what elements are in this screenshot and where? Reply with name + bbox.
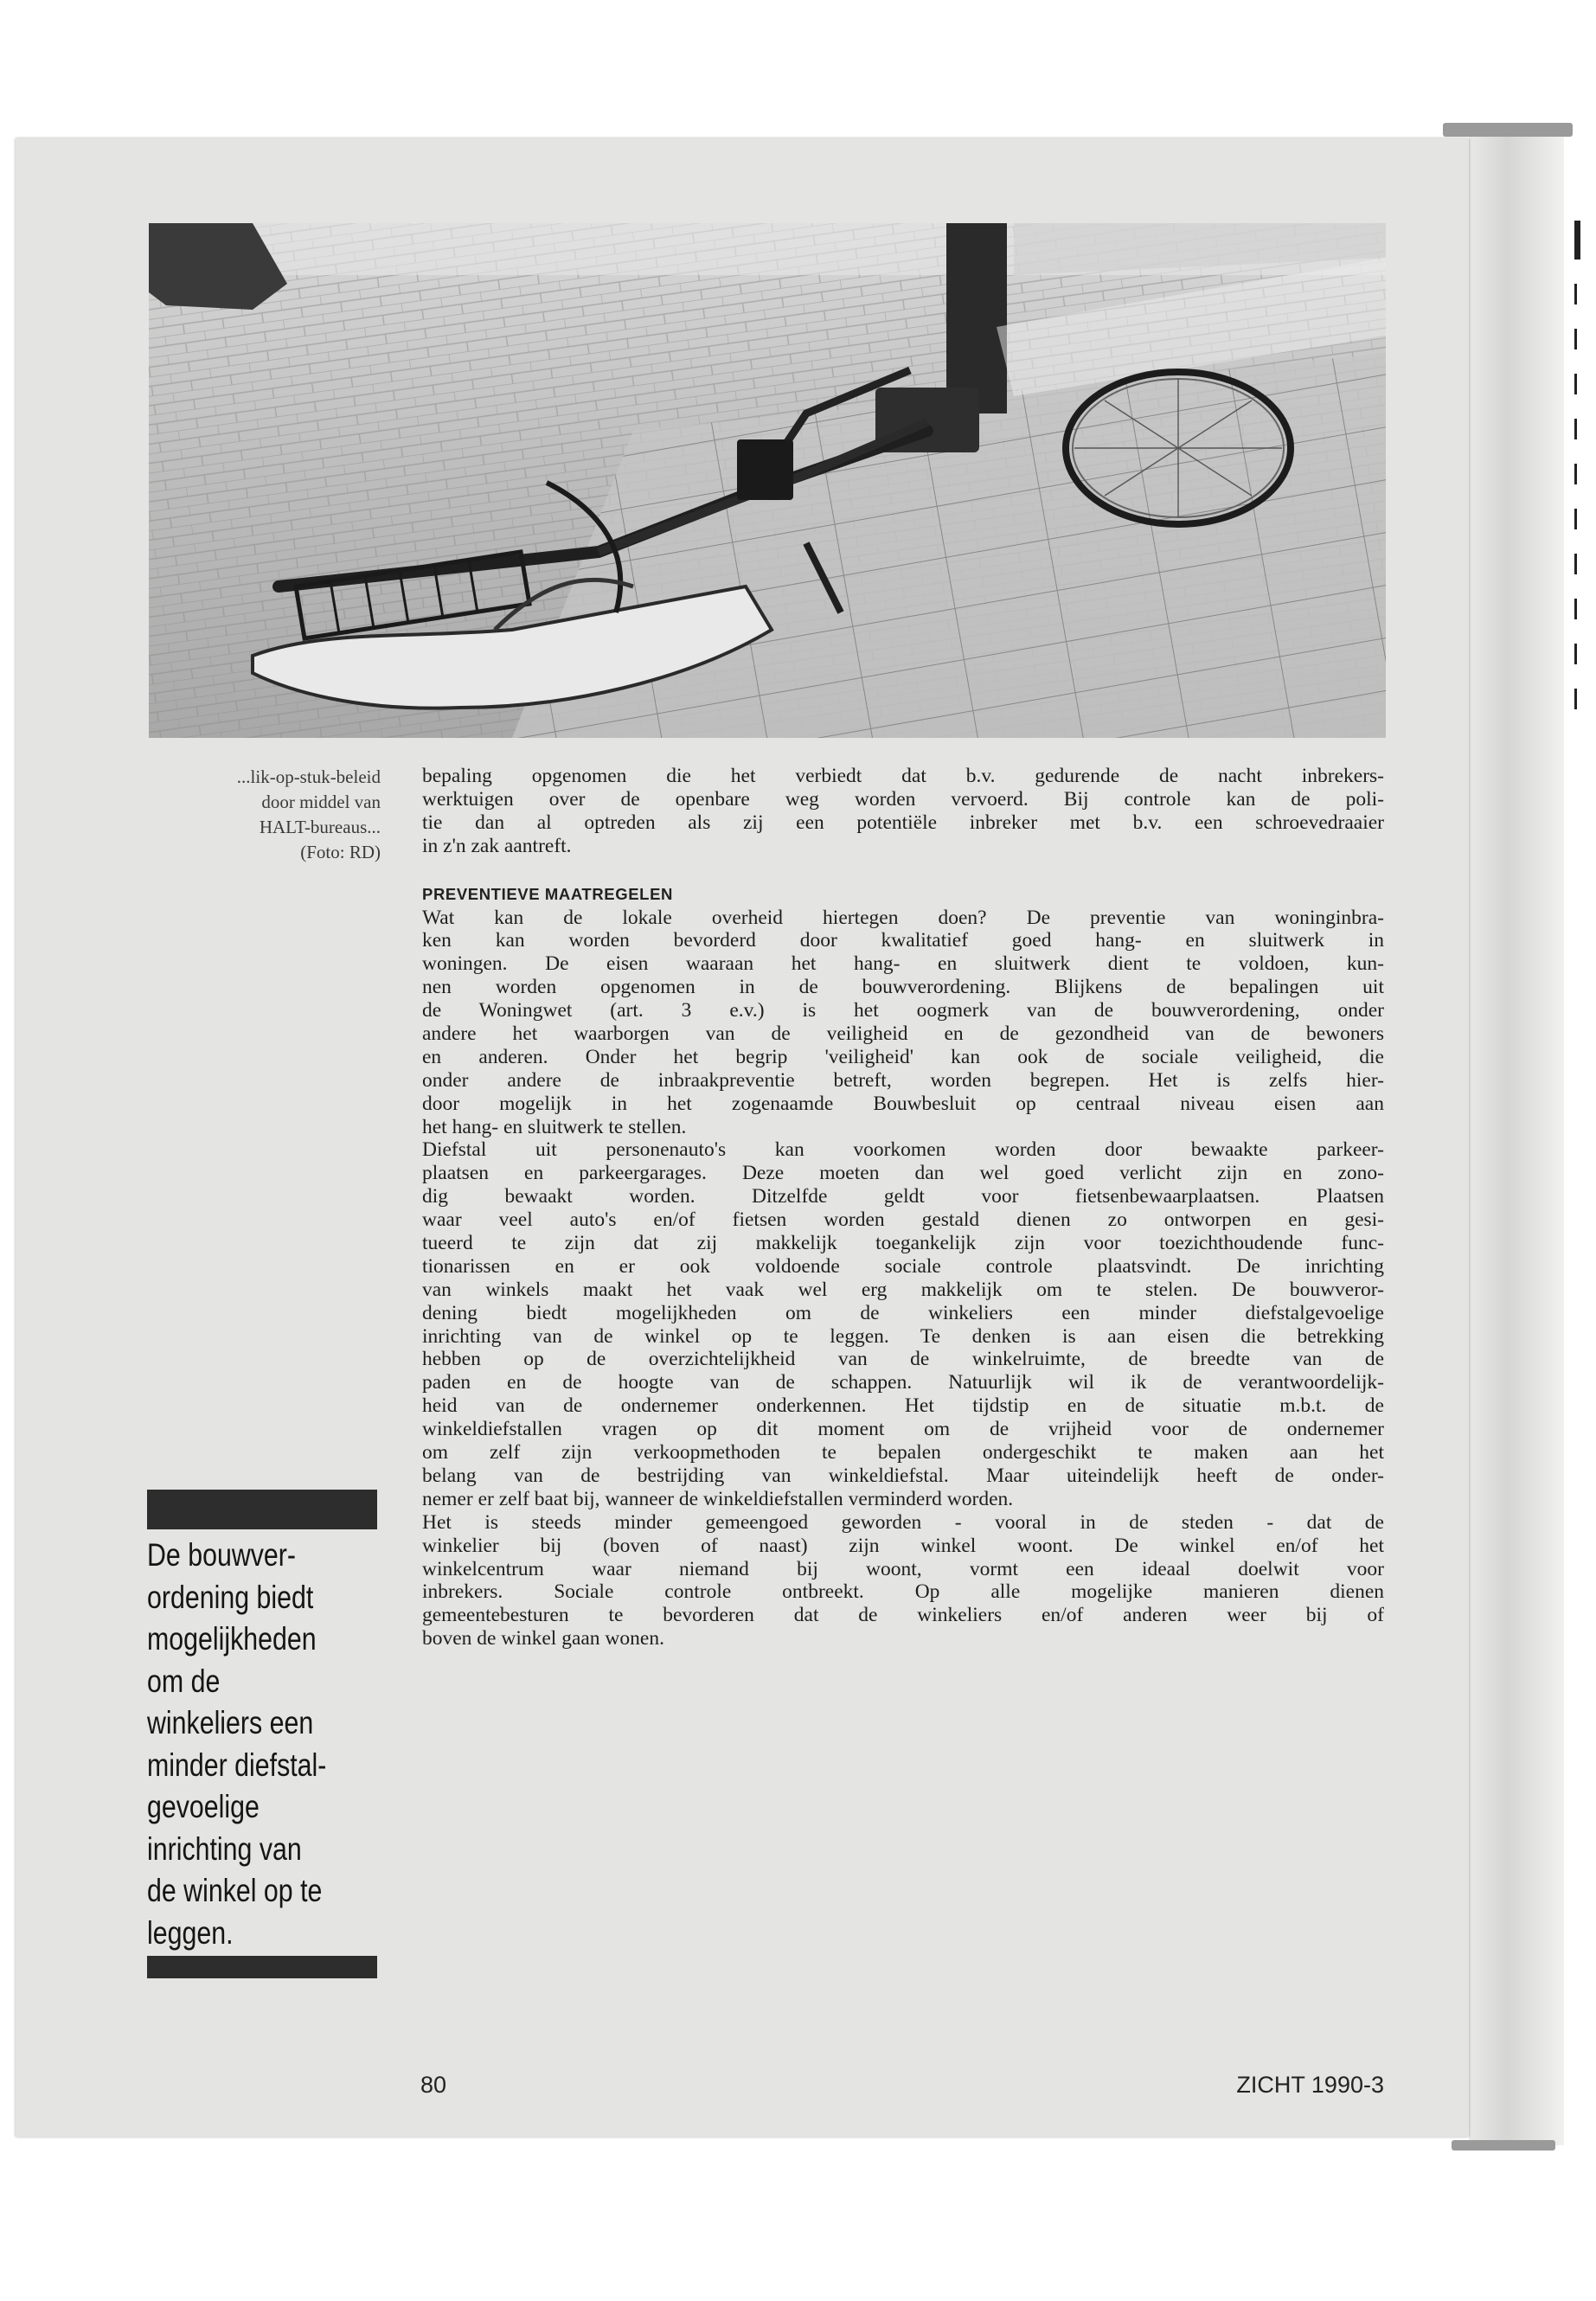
intro-paragraph xyxy=(422,765,1384,858)
pull-quote-line: gevoelige xyxy=(147,1789,260,1824)
pull-quote-line: mogelijkheden xyxy=(147,1621,317,1657)
text-line: winkeldiefstallen vragen op dit moment om de vrijheid voor de ondernemer xyxy=(422,1418,1384,1441)
bicycle-photo xyxy=(149,223,1386,738)
text-line: paden en de hoogte van de schappen. Natuurlijk wil ik de verantwoordelijk- xyxy=(422,1371,1384,1394)
gutter-cap-top xyxy=(1443,123,1573,137)
text-line: de Woningwet (art. 3 e.v.) is het oogmerk van de bouwverordening, onder xyxy=(422,999,1384,1022)
text-line: waar veel auto's en/of fietsen worden gestald dienen zo ontworpen en gesi- xyxy=(422,1208,1384,1232)
text-line: om zelf zijn verkoopmethoden te bepalen ondergeschikt te maken aan het xyxy=(422,1441,1384,1465)
pull-quote-line: om de xyxy=(147,1663,221,1699)
text-line: nemer er zelf baat bij, wanneer de winkeldiefstallen verminderd worden. xyxy=(422,1487,1014,1510)
text-line: winkelcentrum waar niemand bij woont, vormt een ideaal doelwit voor xyxy=(422,1557,1384,1580)
text-line: woningen. De eisen waaraan het hang- en sluitwerk dient te voldoen, kun- xyxy=(422,952,1384,976)
text-line: plaatsen en parkeergarages. Deze moeten dan wel goed verlicht zijn en zono- xyxy=(422,1162,1384,1185)
text-line: het hang- en sluitwerk te stellen. xyxy=(422,1115,687,1138)
pull-quote-text xyxy=(147,1529,381,1954)
paragraph-1 xyxy=(422,907,1384,1139)
text-line: en anderen. Onder het begrip 'veiligheid' kan ook de sociale veiligheid, die xyxy=(422,1045,1384,1068)
text-line: tueerd te zijn dat zij makkelijk toegankelijk zijn voor toezichthoudende func- xyxy=(422,1232,1384,1255)
article-body xyxy=(422,765,1384,1650)
pull-quote-line: winkeliers een xyxy=(147,1705,314,1740)
pull-quote-line: leggen. xyxy=(147,1914,234,1951)
text-line: nen worden opgenomen in de bouwverordening. Blijkens de bepalingen uit xyxy=(422,976,1384,999)
section-heading: PREVENTIEVE MAATREGELEN xyxy=(422,884,673,903)
book-gutter xyxy=(1469,130,1564,2145)
pull-quote-line: minder diefstal- xyxy=(147,1747,327,1783)
text-line: Diefstal uit personenauto's kan voorkomen worden door bewaakte parkeer- xyxy=(422,1138,1384,1162)
paragraph-2 xyxy=(422,1138,1384,1510)
facing-page-edge xyxy=(1573,221,1583,774)
text-line: inrichting van de winkel op te leggen. Te denken is aan eisen die betrekking xyxy=(422,1324,1384,1348)
text-line: inbrekers. Sociale controle ontbreekt. Op alle mogelijke manieren dienen xyxy=(422,1580,1384,1604)
pull-quote xyxy=(147,1490,377,1978)
text-line: heid van de ondernemer onderkennen. Het tijdstip en de situatie m.b.t. de xyxy=(422,1394,1384,1418)
pull-quote-line: ordening biedt xyxy=(147,1579,314,1615)
text-line: onder andere de inbraakpreventie betreft, worden begrepen. Het is zelfs hier- xyxy=(422,1068,1384,1092)
paragraph-3 xyxy=(422,1511,1384,1650)
pull-quote-line: De bouwver- xyxy=(147,1537,297,1573)
gutter-cap-bottom xyxy=(1452,2140,1555,2150)
text-line: tie dan al optreden als zij een potentiële inbreker met b.v. een schroevedraaier xyxy=(422,811,1384,834)
text-line: dig bewaakt worden. Ditzelfde geldt voor fietsenbewaarplaatsen. Plaatsen xyxy=(422,1185,1384,1208)
pull-quote-bar-top xyxy=(147,1490,377,1529)
text-line: bepaling opgenomen die het verbiedt dat b.v. gedurende de nacht inbrekers- xyxy=(422,765,1384,787)
text-line: Het is steeds minder gemeengoed geworden - vooral in de steden - dat de xyxy=(422,1510,1384,1534)
magazine-issue: ZICHT 1990-3 xyxy=(1236,2072,1384,2098)
caption-line: door middel van xyxy=(261,792,381,812)
caption-line: ...lik-op-stuk-beleid xyxy=(236,766,381,787)
pull-quote-line: inrichting van xyxy=(147,1830,302,1867)
caption-line: HALT-bureaus... xyxy=(259,817,381,837)
page-number: 80 xyxy=(420,2072,447,2098)
text-line: tionarissen en er ook voldoende sociale controle plaatsvindt. De inrichting xyxy=(422,1254,1384,1278)
text-line: boven de winkel gaan wonen. xyxy=(422,1627,664,1650)
pull-quote-bar-bottom xyxy=(147,1956,377,1978)
pull-quote-line: de winkel op te xyxy=(147,1873,323,1908)
text-line: hebben op de overzichtelijkheid van de winkelruimte, de breedte van de xyxy=(422,1348,1384,1371)
text-line: dening biedt mogelijkheden om de winkeliers een minder diefstalgevoelige xyxy=(422,1301,1384,1324)
text-line: gemeentebesturen te bevorderen dat de winkeliers en/of anderen weer bij of xyxy=(422,1604,1384,1627)
text-line: van winkels maakt het vaak wel erg makkelijk om te stelen. De bouwveror- xyxy=(422,1278,1384,1301)
caption-line: (Foto: RD) xyxy=(300,842,381,862)
text-line: belang van de bestrijding van winkeldiefstal. Maar uiteindelijk heeft de onder- xyxy=(422,1464,1384,1487)
text-line: in z'n zak aantreft. xyxy=(422,834,572,857)
text-line: werktuigen over de openbare weg worden vervoerd. Bij controle kan de poli- xyxy=(422,787,1384,811)
text-line: ken kan worden bevorderd door kwalitatief goed hang- en sluitwerk in xyxy=(422,929,1384,952)
text-line: winkelier bij (boven of naast) zijn winkel woont. De winkel en/of het xyxy=(422,1534,1384,1557)
text-line: Wat kan de lokale overheid hiertegen doen? De preventie van woninginbra- xyxy=(422,906,1384,929)
photo-caption xyxy=(147,765,381,865)
text-line: andere het waarborgen van de veiligheid en de gezondheid van de bewoners xyxy=(422,1022,1384,1046)
text-line: door mogelijk in het zogenaamde Bouwbesluit op centraal niveau eisen aan xyxy=(422,1092,1384,1115)
